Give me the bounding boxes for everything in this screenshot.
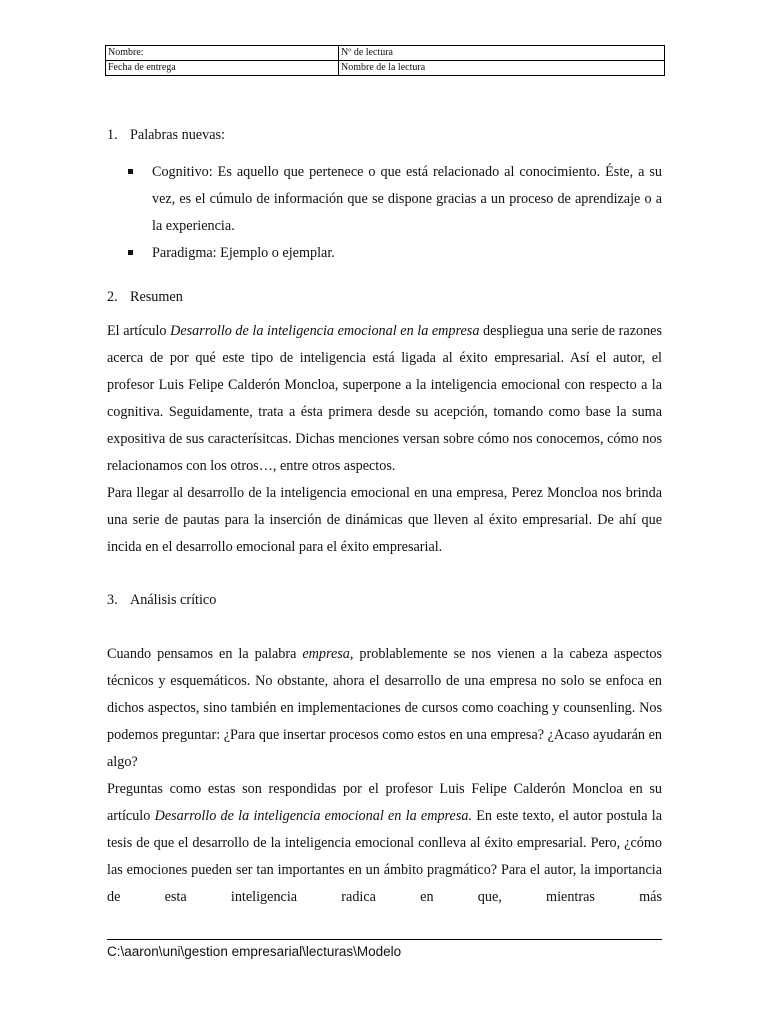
- nombre-lectura-cell: Nombre de la lectura: [339, 61, 665, 76]
- footer-file-path: C:\aaron\uni\gestion empresarial\lecturas\Modelo: [107, 944, 402, 959]
- header-row-2: [106, 61, 665, 76]
- list-item-text: Cognitivo: Es aquello que pertenece o que está relacionado al conocimiento. Éste, a su vez, es el cúmulo de información que se dispone gracias a un proceso de aprendizaje o a la experiencia.: [152, 164, 662, 234]
- summary-text: [107, 318, 662, 561]
- text-run: Cuando pensamos en la palabra: [107, 646, 303, 662]
- text-run: despliegua una serie de razones acerca de por qué este tipo de inteligencia está ligada al éxito empresarial. Así el autor, el profesor Luis Felipe Calderón Moncloa, superpone a la inteligencia emocional con respecto a la cognitiva. Seguidamente, trata a ésta primera desde su acepción, tomando como base la suma expositiva de sus caracterísitcas. Dichas menciones versan sobre cómo nos conocemos, cómo nos relacionamos con los otros…, entre otros aspectos.: [107, 323, 662, 474]
- summary-paragraph-1: [107, 318, 662, 480]
- analysis-paragraph-1: [107, 641, 662, 776]
- section-2-title: Resumen: [130, 289, 183, 305]
- section-3-number: 3.: [107, 592, 118, 608]
- header-table: [105, 45, 665, 76]
- header-row-1: [106, 46, 665, 61]
- section-3-title: Análisis crítico: [130, 592, 217, 608]
- lectura-num-cell: Nº de lectura: [339, 46, 665, 61]
- nombre-cell: Nombre:: [106, 46, 339, 61]
- text-run: El artículo: [107, 323, 171, 339]
- list-item: [128, 240, 662, 267]
- new-words-list: [128, 159, 662, 267]
- article-title-italic: Desarrollo de la inteligencia emocional en la empresa: [170, 323, 480, 339]
- section-1-title: Palabras nuevas:: [130, 127, 225, 143]
- footer-divider: [107, 939, 662, 940]
- fecha-cell: Fecha de entrega: [106, 61, 339, 76]
- section-1-number: 1.: [107, 127, 118, 143]
- list-item-text: Paradigma: Ejemplo o ejemplar.: [152, 245, 335, 261]
- text-run: En este texto, el autor postula la tesis de que el desarrollo de la inteligencia emocional conlleva al éxito empresarial. Pero, ¿cómo las emociones pueden ser tan importantes en un ámbito pragmático? Para el autor, la importancia de esta inteligencia radica en que, mientras más: [107, 808, 662, 905]
- analysis-paragraph-2: [107, 776, 662, 911]
- bullet-square-icon: [128, 169, 133, 174]
- summary-paragraph-2: Para llegar al desarrollo de la inteligencia emocional en una empresa, Perez Moncloa nos brinda una serie de pautas para la inserción de dinámicas que lleven al éxito empresarial. De ahí que incida en el desarrollo emocional para el éxito empresarial.: [107, 485, 662, 555]
- text-run: Preguntas como estas son respondidas por el profesor Luis Felipe Calderón Moncloa en su artículo: [107, 781, 662, 824]
- section-1-heading: [107, 127, 225, 144]
- paragraph: [107, 641, 662, 776]
- article-title-italic: Desarrollo de la inteligencia emocional en la empresa.: [154, 808, 472, 824]
- text-run: problablemente se nos vienen a la cabeza aspectos técnicos y esquemáticos. No obstante, ahora el desarrollo de una empresa no solo se enfoca en dichos aspectos, sino también en implementaciones de cursos como coaching y counsenling. Nos podemos preguntar: ¿Para que insertar procesos como estos en una empresa? ¿Acaso ayudarán en algo?: [107, 646, 663, 770]
- section-2-heading: [107, 289, 183, 306]
- section-2-number: 2.: [107, 289, 118, 305]
- section-3-heading: [107, 592, 216, 609]
- list-item: [128, 159, 662, 240]
- italic-word: empresa,: [302, 646, 354, 662]
- paragraph: [107, 776, 662, 911]
- bullet-square-icon: [128, 250, 133, 255]
